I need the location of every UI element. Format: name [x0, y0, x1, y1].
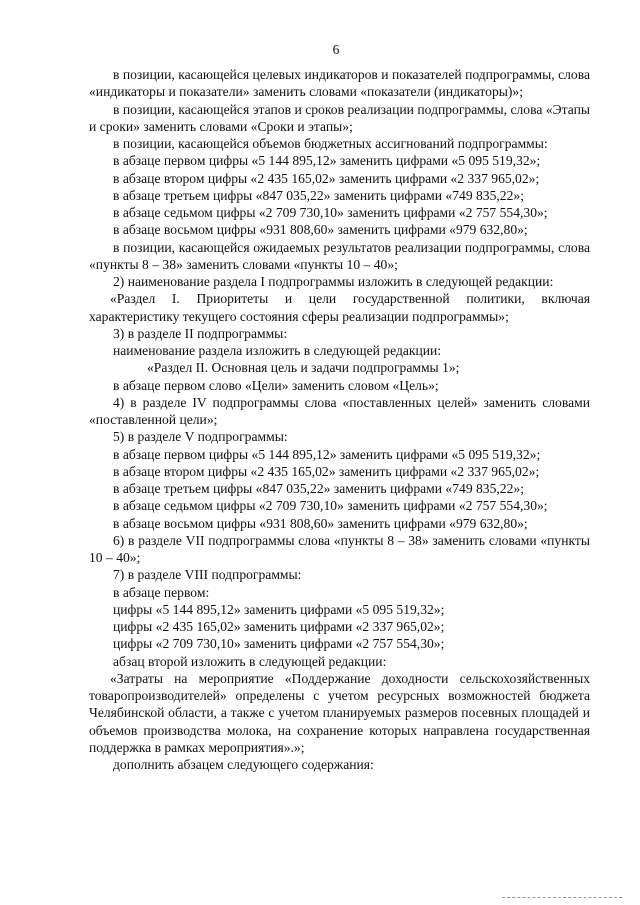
- paragraph: в абзаце первом слово «Цели» заменить словом «Цель»;: [113, 377, 439, 393]
- paragraph: 2) наименование раздела I подпрограммы изложить в следующей редакции:: [113, 274, 554, 289]
- paragraph: дополнить абзацем следующего содержания:: [113, 757, 374, 772]
- paragraph: в абзаце седьмом цифры «2 709 730,10» заменить цифрами «2 757 554,30»;: [113, 205, 548, 220]
- paragraph: 5) в разделе V подпрограммы:: [113, 429, 288, 445]
- paragraph: цифры «5 144 895,12» заменить цифрами «5 095 519,32»;: [113, 601, 445, 617]
- paragraph: в абзаце втором цифры «2 435 165,02» заменить цифрами «2 337 965,02»;: [113, 463, 540, 479]
- paragraph: цифры «2 709 730,10» заменить цифрами «2 757 554,30»;: [113, 636, 445, 652]
- document-body: [89, 66, 590, 773]
- paragraph: наименование раздела изложить в следующей редакции:: [113, 343, 442, 358]
- paragraph: в абзаце восьмом цифры «931 808,60» заменить цифрами «979 632,80»;: [113, 222, 528, 238]
- paragraph: 6) в разделе VII подпрограммы слова «пункты 8 – 38» заменить словами «пункты 10 – 40»;: [89, 532, 590, 565]
- quoted-paragraph: «Раздел II. Основная цель и задачи подпрограммы 1»;: [147, 360, 460, 376]
- paragraph: в абзаце третьем цифры «847 035,22» заменить цифрами «749 835,22»;: [113, 187, 524, 203]
- paragraph: в позиции, касающейся объемов бюджетных ассигнований подпрограммы:: [113, 136, 548, 151]
- paragraph: абзац второй изложить в следующей редакции:: [113, 653, 387, 669]
- paragraph: в абзаце седьмом цифры «2 709 730,10» заменить цифрами «2 757 554,30»;: [113, 498, 548, 514]
- quoted-paragraph: «Раздел I. Приоритеты и цели государственной политики, включая характеристику текущего состояния сферы реализации подпрограммы»;: [89, 291, 590, 324]
- paragraph: в абзаце восьмом цифры «931 808,60» заменить цифрами «979 632,80»;: [113, 515, 528, 531]
- paragraph: 3) в разделе II подпрограммы:: [113, 325, 288, 341]
- paragraph: цифры «2 435 165,02» заменить цифрами «2 337 965,02»;: [113, 619, 445, 634]
- paragraph: в абзаце втором цифры «2 435 165,02» заменить цифрами «2 337 965,02»;: [113, 170, 540, 186]
- quoted-paragraph: «Затраты на мероприятие «Поддержание доходности сельскохозяйственных товаропроизводителей» определены с учетом ресурсных возможностей бюджета Челябинской области, а также с учетом планируемых размеров посевных площадей и объемов производства молока, на сохранение которых направлена государственная поддержка в рамках мероприятия».»;: [89, 670, 590, 755]
- paragraph: в позиции, касающейся ожидаемых результатов реализации подпрограммы, слова «пункты 8 – 38» заменить словами «пункты 10 – 40»;: [89, 239, 590, 272]
- paragraph: в абзаце первом цифры «5 144 895,12» заменить цифрами «5 095 519,32»;: [113, 153, 541, 169]
- paragraph: 4) в разделе IV подпрограммы слова «поставленных целей» заменить словами «поставленной цели»;: [89, 394, 590, 427]
- paragraph: 7) в разделе VIII подпрограммы:: [113, 567, 302, 583]
- paragraph: в позиции, касающейся целевых индикаторов и показателей подпрограммы, слова «индикаторы и показатели» заменить словами «показатели (индикаторы)»;: [89, 67, 590, 100]
- paragraph: в абзаце первом:: [113, 584, 210, 600]
- page-number: 6: [332, 42, 340, 57]
- paragraph: в позиции, касающейся этапов и сроков реализации подпрограммы, слова «Этапы и сроки» заменить словами «Сроки и этапы»;: [89, 101, 590, 134]
- paragraph: в абзаце первом цифры «5 144 895,12» заменить цифрами «5 095 519,32»;: [113, 446, 541, 462]
- scan-edge-mark: [502, 897, 622, 899]
- paragraph: в абзаце третьем цифры «847 035,22» заменить цифрами «749 835,22»;: [113, 481, 524, 496]
